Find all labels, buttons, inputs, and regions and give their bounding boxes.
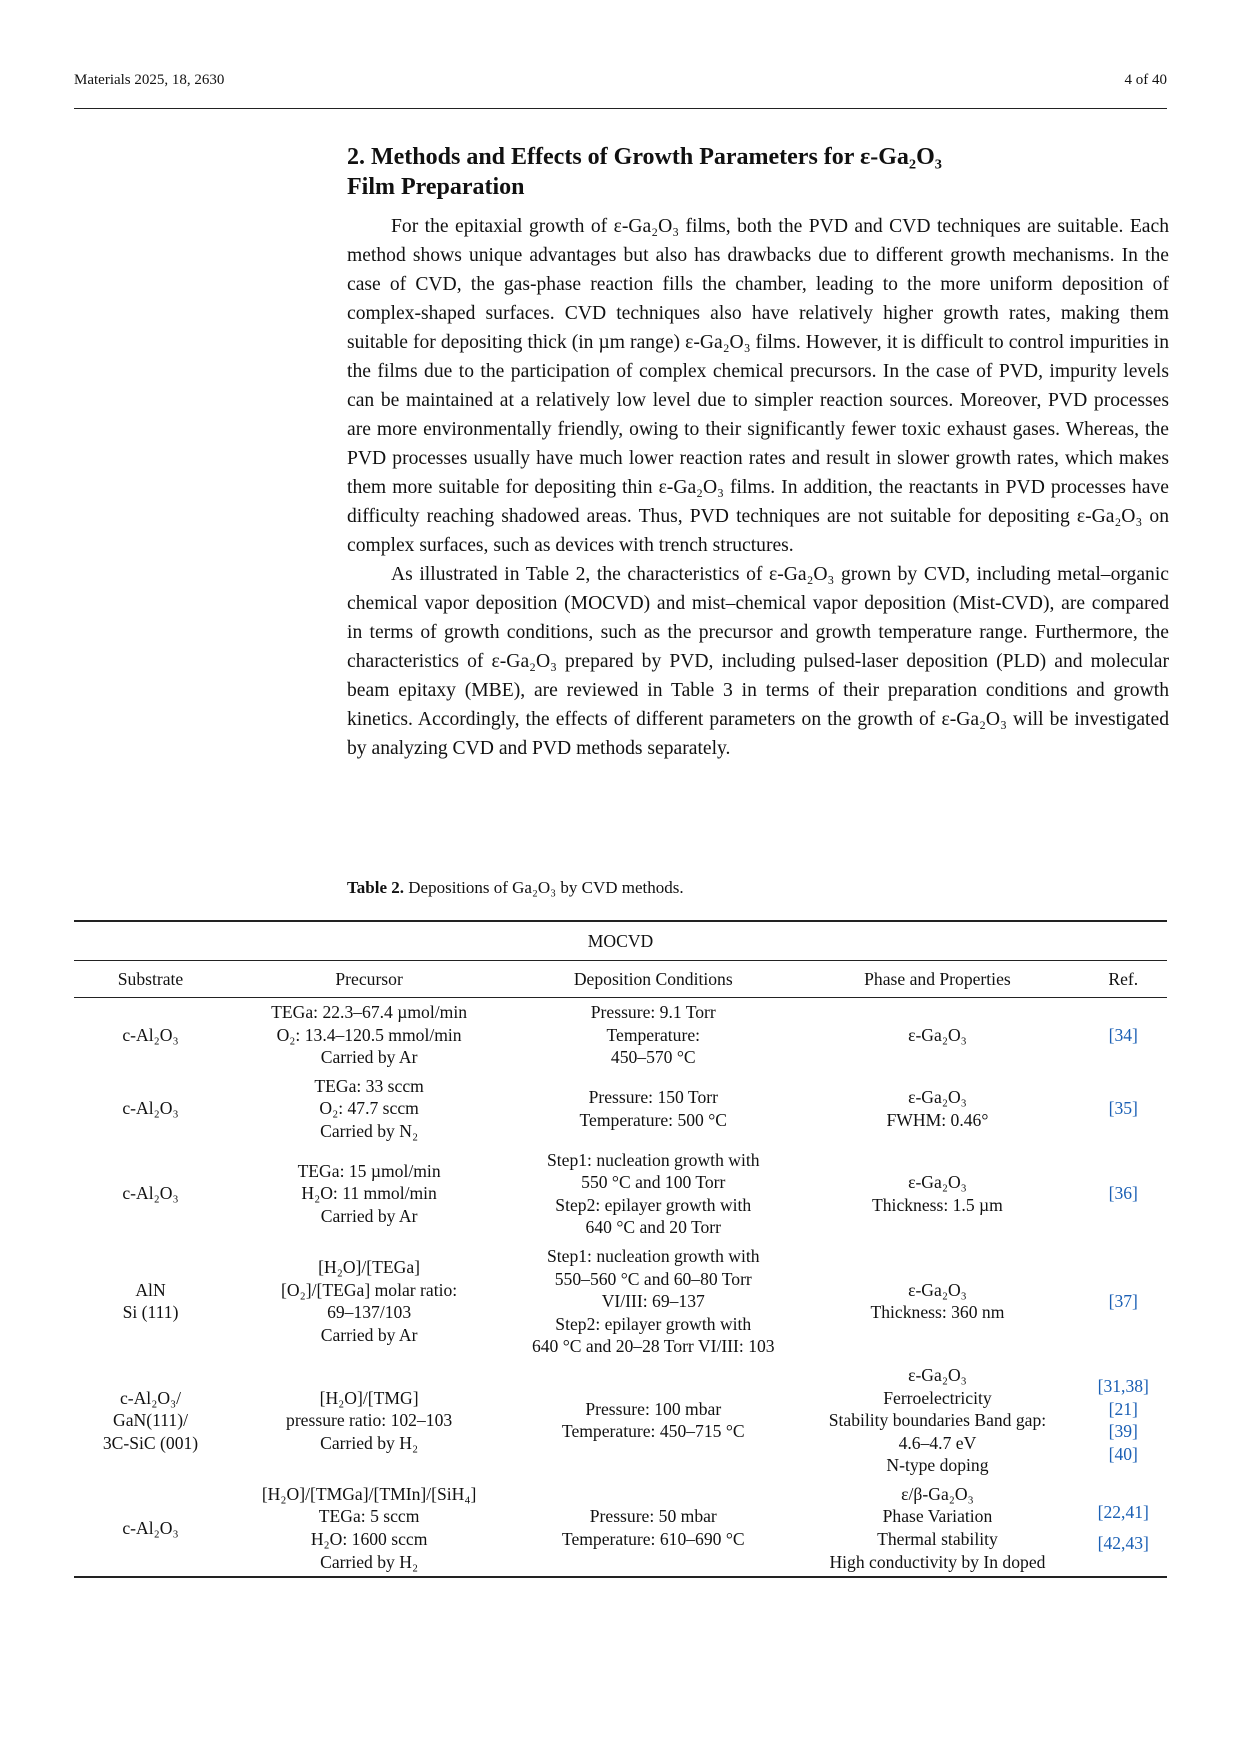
cell-conditions [511,1480,795,1577]
cell-line: ε-Ga₂O₃ [908,1172,967,1193]
cell-line: N-type doping [886,1455,989,1476]
cell-line: Carried by Ar [320,1325,418,1346]
page-number: 4 of 40 [1124,72,1167,88]
cell-substrate [74,1480,227,1577]
cell-precursor [227,1072,511,1146]
cell-phase [795,1361,1079,1480]
cell-line: H₂O: 11 mmol/min [301,1183,437,1204]
cell-line: pressure ratio: 102–103 [286,1410,453,1431]
cell-line: Temperature: [606,1024,701,1045]
cell-conditions [511,1072,795,1146]
cell-line: Step1: nucleation growth with [546,1245,760,1266]
cell-line: VI/III: 69–137 [601,1291,705,1312]
citation-link[interactable]: [34] [1108,1024,1138,1045]
cell-line: AlN [135,1279,166,1300]
cell-phase [795,1072,1079,1146]
cell-line: O₂: 47.7 sccm [319,1098,419,1119]
citation-link[interactable]: [36] [1108,1183,1138,1204]
cell-line: O₂: 13.4–120.5 mmol/min [276,1024,462,1045]
cell-line: Temperature: 450–715 °C [561,1421,745,1442]
cell-line: Step2: epilayer growth with [555,1194,752,1215]
cell-line: Carried by H₂ [320,1551,419,1572]
table-row [74,998,1167,1072]
table-caption-label: Table 2. [347,878,405,897]
cell-line: ε-Ga₂O₃ [908,1364,967,1385]
cell-line: [O₂]/[TEGa] molar ratio: [281,1279,458,1300]
cell-conditions [511,1361,795,1480]
cell-substrate [74,1361,227,1480]
cell-line: 3C-SiC (001) [102,1432,199,1453]
cell-conditions [511,1146,795,1242]
cell-ref [1080,1480,1167,1577]
cell-conditions [511,998,795,1072]
citation-link[interactable]: [22,41] [1097,1502,1149,1523]
table-row [74,1480,1167,1577]
column-header-ref: Ref. [1080,961,1167,998]
cell-line: TEGa: 33 sccm [314,1075,424,1096]
table-caption [347,878,684,898]
cell-line: High conductivity by In doped [829,1551,1046,1572]
cell-line: Carried by N₂ [320,1120,419,1141]
citation-link[interactable]: [42,43] [1097,1533,1149,1554]
cell-ref [1080,1361,1167,1480]
table-row [74,1242,1167,1361]
cell-line: c-Al₂O₃ [122,1098,179,1119]
cell-substrate [74,998,227,1072]
cell-line: [H₂O]/[TMG] [319,1387,419,1408]
table-caption-text: Depositions of Ga₂O₃ by CVD methods. [408,878,684,897]
cell-line: Carried by Ar [320,1206,418,1227]
section-body [347,142,1169,763]
table-row [74,1146,1167,1242]
cell-line: [H₂O]/[TMGa]/[TMIn]/[SiH₄] [261,1483,477,1504]
cell-line: Si (111) [122,1302,179,1323]
cell-conditions [511,1242,795,1361]
cell-line: 69–137/103 [327,1302,412,1323]
cell-line: c-Al₂O₃ [122,1517,179,1538]
cell-line: Phase Variation [882,1506,993,1527]
section-title [347,142,1169,202]
table-body [74,998,1167,1578]
cell-line: Pressure: 50 mbar [589,1506,717,1527]
cell-line: 550–560 °C and 60–80 Torr [554,1268,752,1289]
cell-line: Ferroelectricity [883,1387,992,1408]
citation-link[interactable]: [35] [1108,1098,1138,1119]
column-header-precursor: Precursor [227,961,511,998]
cell-ref [1080,1146,1167,1242]
cell-line: Temperature: 500 °C [579,1109,728,1130]
cell-precursor [227,1146,511,1242]
cell-line: GaN(111)/ [113,1410,188,1431]
cell-line: TEGa: 5 sccm [318,1506,420,1527]
cell-substrate [74,1242,227,1361]
cell-phase [795,1242,1079,1361]
paragraph-2: As illustrated in Table 2, the characteristics of ε-Ga₂O₃ grown by CVD, including metal–organic chemical vapor deposition (MOCVD) and mist–chemical vapor deposition (Mist-CVD), are compared in terms of growth conditions, such as the precursor and growth temperature range. Furthermore, the characteristics of ε-Ga₂O₃ prepared by PVD, including pulsed-laser deposition (PLD) and molecular beam epitaxy (MBE), are reviewed in Table 3 in terms of their preparation conditions and growth kinetics. Accordingly, the effects of different parameters on the growth of ε-Ga₂O₃ will be investigated by analyzing CVD and PVD methods separately. [347,564,1169,759]
cell-phase [795,1480,1079,1577]
cell-line: c-Al₂O₃ [122,1183,179,1204]
citation-link[interactable]: [37] [1108,1291,1138,1312]
cell-line: Step1: nucleation growth with [546,1149,760,1170]
cell-line: c-Al₂O₃/ [119,1387,182,1408]
table-2 [74,920,1167,1578]
citation-link[interactable]: [31,38] [1097,1376,1149,1397]
cell-line: Temperature: 610–690 °C [561,1529,745,1550]
cell-line: Carried by Ar [320,1047,418,1068]
cell-line: Step2: epilayer growth with [555,1313,752,1334]
cell-line: Pressure: 9.1 Torr [590,1002,716,1022]
paragraph-1: For the epitaxial growth of ε-Ga₂O₃ films, both the PVD and CVD techniques are suitable. Each method shows unique advantages but also has drawbacks due to different growth mechanisms. In the case of CVD, the gas-phase reaction fills the chamber, leading to the more uniform deposition of complex-shaped surfaces. CVD techniques also have relatively higher growth rates, making them suitable for depositing thick (in µm range) ε-Ga₂O₃ films. However, it is difficult to control impurities in the films due to the participation of complex chemical precursors. In the case of PVD, impurity levels can be maintained at a relatively low level due to simpler reaction sources. Moreover, PVD processes are more environmentally friendly, owing to their significantly fewer toxic exhaust gases. Whereas, the PVD processes usually have much lower reaction rates and result in slower growth rates, which makes them more suitable for depositing thin ε-Ga₂O₃ films. In addition, the reactants in PVD processes have difficulty reaching shadowed areas. Thus, PVD techniques are not suitable for depositing ε-Ga₂O₃ on complex surfaces, such as devices with trench structures. [347,216,1169,556]
table-row [74,1361,1167,1480]
section-title-line1: 2. Methods and Effects of Growth Parameters for ε-Ga₂O₃ [347,144,942,170]
cell-precursor [227,1242,511,1361]
journal-citation: Materials 2025, 18, 2630 [74,72,225,88]
cell-line: c-Al₂O₃ [122,1024,179,1045]
cell-line: 550 °C and 100 Torr [581,1172,726,1193]
cell-ref [1080,998,1167,1072]
cell-line: 640 °C and 20 Torr [585,1217,721,1238]
cell-line: ε-Ga₂O₃ [908,1279,967,1300]
cell-phase [795,998,1079,1072]
table-group-header: MOCVD [74,921,1167,961]
cell-line: [H₂O]/[TEGa] [318,1257,421,1278]
cell-line: 640 °C and 20–28 Torr VI/III: 103 [531,1336,775,1357]
cell-phase [795,1146,1079,1242]
cell-substrate [74,1146,227,1242]
cell-line: Thickness: 360 nm [870,1302,1005,1323]
cell-line: H₂O: 1600 sccm [310,1529,428,1550]
column-header-substrate: Substrate [74,961,227,998]
cell-line: 450–570 °C [610,1047,696,1068]
cell-precursor [227,1480,511,1577]
cell-line: Pressure: 150 Torr [588,1087,718,1108]
cell-line: 4.6–4.7 eV [898,1432,977,1453]
cell-ref [1080,1072,1167,1146]
column-header-phase: Phase and Properties [795,961,1079,998]
cell-line: ε-Ga₂O₃ [908,1024,967,1045]
citation-link[interactable]: [40] [1108,1443,1138,1464]
cell-line: ε/β-Ga₂O₃ [901,1483,974,1504]
cell-precursor [227,1361,511,1480]
cell-line: Carried by H₂ [320,1432,419,1453]
section-title-line2: Film Preparation [347,174,525,200]
cell-line: FWHM: 0.46° [886,1109,989,1130]
cell-line: Pressure: 100 mbar [585,1398,722,1419]
cell-substrate [74,1072,227,1146]
cell-line: TEGa: 22.3–67.4 µmol/min [271,1002,468,1022]
cell-line: Thickness: 1.5 µm [872,1194,1003,1215]
cell-line: ε-Ga₂O₃ [908,1087,967,1108]
cell-precursor [227,998,511,1072]
table-row [74,1072,1167,1146]
cell-line: TEGa: 15 µmol/min [297,1160,441,1181]
page-header [74,70,1167,109]
cell-line: Stability boundaries Band gap: [828,1410,1047,1431]
column-header-conditions: Deposition Conditions [511,961,795,998]
cell-ref [1080,1242,1167,1361]
cell-line: Thermal stability [877,1529,998,1550]
citation-link[interactable]: [21] [1108,1398,1138,1419]
citation-link[interactable]: [39] [1108,1421,1138,1442]
